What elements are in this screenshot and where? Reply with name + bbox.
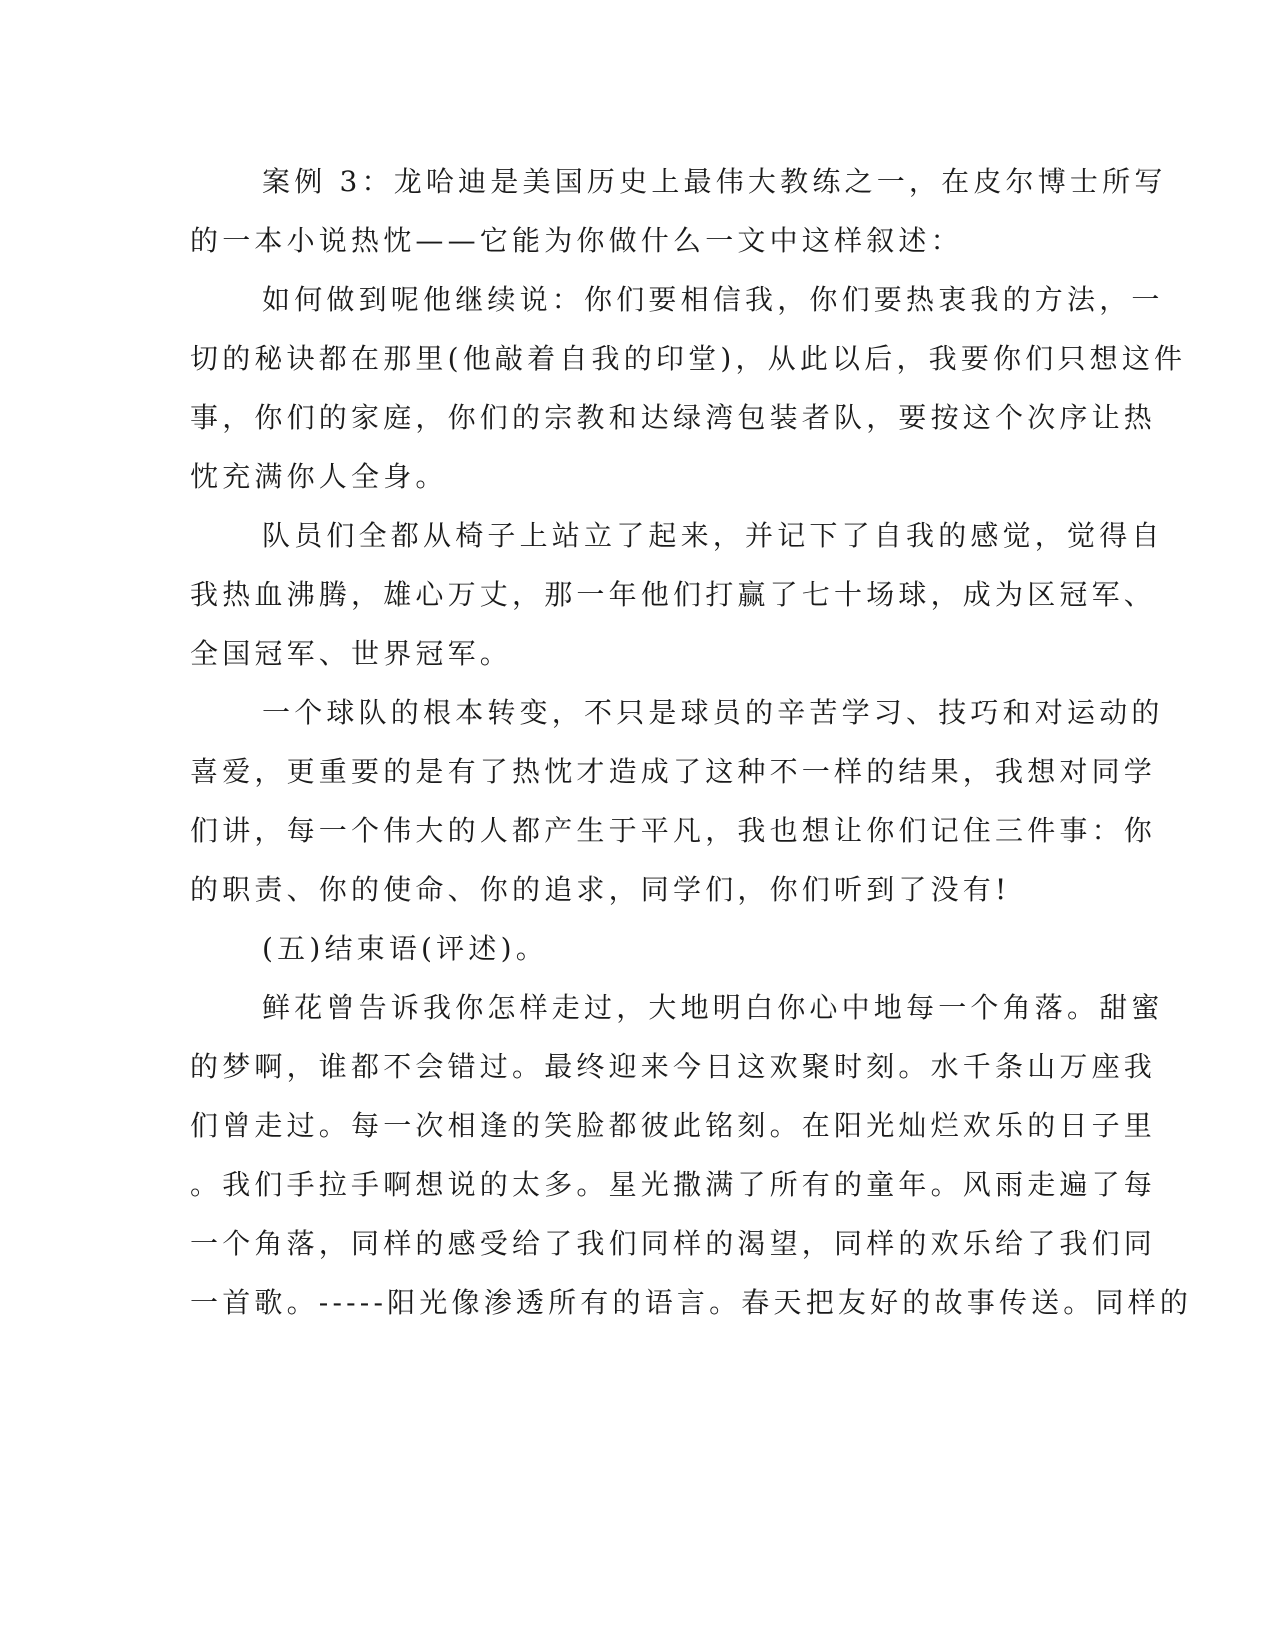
text-line: 忱充满你人全身。 — [190, 460, 448, 493]
text-line: 鲜花曾告诉我你怎样走过，大地明白你心中地每一个角落。甜蜜 — [262, 991, 1164, 1024]
text-line: 如何做到呢他继续说：你们要相信我，你们要热衷我的方法，一 — [262, 283, 1164, 316]
section-heading: (五)结束语(评述)。 — [262, 932, 548, 965]
text-line: 我热血沸腾，雄心万丈，那一年他们打赢了七十场球，成为区冠军、 — [190, 578, 1157, 611]
text-line: 切的秘诀都在那里(他敲着自我的印堂)，从此以后，我要你们只想这件 — [190, 342, 1187, 375]
text-line: 一个角落，同样的感受给了我们同样的渴望，同样的欢乐给了我们同 — [190, 1227, 1157, 1260]
text-line: 案例 3：龙哈迪是美国历史上最伟大教练之一，在皮尔博士所写 — [262, 165, 1167, 198]
text-line: 们讲，每一个伟大的人都产生于平凡，我也想让你们记住三件事：你 — [190, 814, 1157, 847]
text-line: 事，你们的家庭，你们的宗教和达绿湾包装者队，要按这个次序让热 — [190, 401, 1157, 434]
text-line: 队员们全都从椅子上站立了起来，并记下了自我的感觉，觉得自 — [262, 519, 1164, 552]
text-line: 的一本小说热忱——它能为你做什么一文中这样叙述： — [190, 224, 963, 257]
text-line: 的梦啊，谁都不会错过。最终迎来今日这欢聚时刻。水千条山万座我 — [190, 1050, 1157, 1083]
text-line: 们曾走过。每一次相逢的笑脸都彼此铭刻。在阳光灿烂欢乐的日子里 — [190, 1109, 1157, 1142]
text-line: 。我们手拉手啊想说的太多。星光撒满了所有的童年。风雨走遍了每 — [190, 1168, 1157, 1201]
text-line: 喜爱，更重要的是有了热忱才造成了这种不一样的结果，我想对同学 — [190, 755, 1157, 788]
text-line: 一个球队的根本转变，不只是球员的辛苦学习、技巧和对运动的 — [262, 696, 1164, 729]
text-line: 全国冠军、世界冠军。 — [190, 637, 513, 670]
text-line: 一首歌。-----阳光像渗透所有的语言。春天把友好的故事传送。同样的 — [190, 1286, 1193, 1319]
text-line: 的职责、你的使命、你的追求，同学们，你们听到了没有! — [190, 873, 1011, 906]
